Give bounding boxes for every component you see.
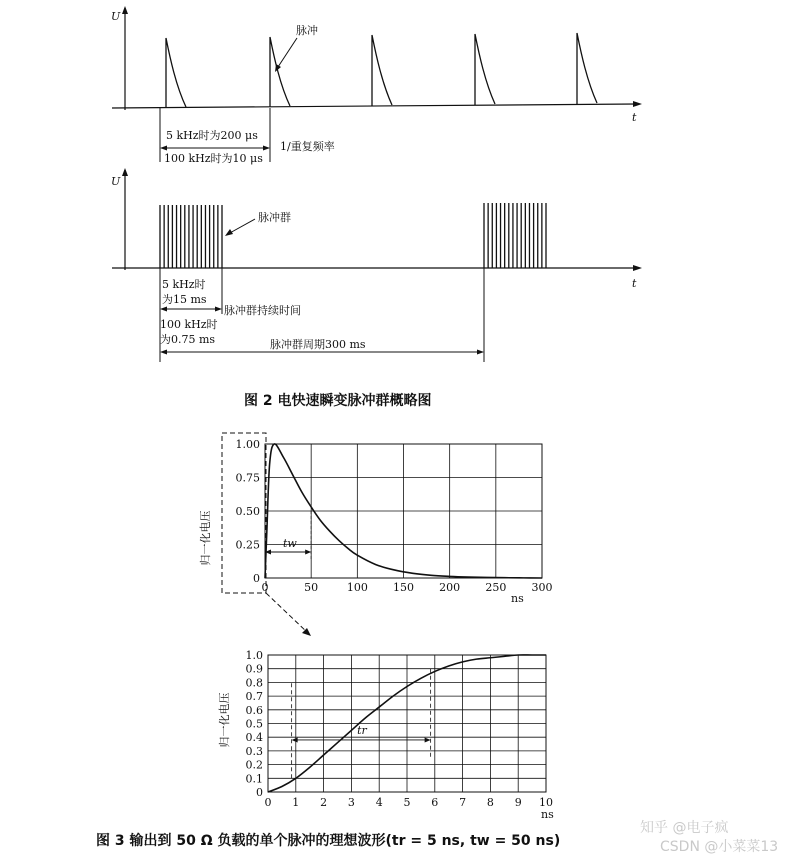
watermark-zhihu: 知乎 @电子疯 bbox=[640, 820, 729, 836]
tw-label: tw bbox=[283, 537, 297, 550]
tr-label: tr bbox=[357, 723, 367, 737]
y-tick-label: 0.8 bbox=[245, 676, 263, 690]
pulse-train-diagram bbox=[111, 6, 642, 165]
x-tick-label: 1 bbox=[292, 796, 300, 809]
pulse-waveform-chart bbox=[198, 433, 553, 636]
bottom-x-axis-label: t bbox=[632, 277, 637, 290]
burst-label: 脉冲群 bbox=[258, 211, 291, 224]
y-tick-label: 0 bbox=[256, 786, 263, 799]
burst-duration-arrow-right bbox=[215, 307, 222, 312]
rise-time-chart bbox=[217, 649, 554, 821]
burst-label-leader bbox=[228, 219, 255, 234]
y-tick-label: 0 bbox=[253, 572, 260, 585]
tr-arrow-right bbox=[425, 737, 431, 742]
top-x-axis bbox=[112, 104, 636, 108]
x-tick-label: 150 bbox=[393, 581, 414, 594]
y-tick-label: 1.0 bbox=[245, 649, 263, 662]
burst-period-text: 脉冲群周期300 ms bbox=[270, 338, 366, 351]
top-y-arrow bbox=[122, 6, 128, 14]
period-100khz-text: 100 kHz时为10 μs bbox=[164, 152, 263, 165]
y-tick-label: 0.4 bbox=[245, 731, 263, 745]
y-tick-label: 0.9 bbox=[245, 662, 263, 676]
y-tick-label: 0.5 bbox=[245, 717, 263, 731]
x-tick-label: 6 bbox=[431, 796, 439, 809]
burst-period-arrow-left bbox=[160, 350, 167, 355]
tr-arrow-left bbox=[292, 737, 298, 742]
period-5khz-text: 5 kHz时为200 μs bbox=[166, 129, 258, 142]
x-tick-label: 200 bbox=[439, 581, 461, 594]
bottom-y-axis-label: U bbox=[111, 175, 121, 188]
x-tick-label: 0 bbox=[264, 796, 272, 809]
x-tick-label: 7 bbox=[459, 796, 467, 809]
burst-diagram bbox=[111, 168, 642, 362]
zoom-leader bbox=[266, 593, 308, 633]
pulse-2 bbox=[270, 37, 290, 107]
x-tick-label: 3 bbox=[347, 796, 355, 809]
chart1-ylabel: 归一化电压 bbox=[199, 510, 212, 566]
x-tick-label: 10 bbox=[539, 796, 553, 809]
dur-5khz-a: 5 kHz时 bbox=[162, 278, 206, 291]
top-x-axis-label: t bbox=[632, 111, 637, 124]
repeat-freq-text: 1/重复频率 bbox=[280, 140, 335, 153]
dur-100khz-b: 为0.75 ms bbox=[160, 333, 216, 346]
y-tick-label: 0.3 bbox=[245, 744, 263, 758]
x-tick-label: 5 bbox=[403, 796, 411, 809]
pulse-5 bbox=[577, 33, 597, 104]
burst-2 bbox=[484, 203, 546, 268]
period-arrow-left bbox=[160, 146, 167, 151]
x-tick-label: 2 bbox=[320, 796, 328, 809]
burst-1 bbox=[160, 205, 222, 268]
y-tick-label: 0.6 bbox=[245, 703, 263, 717]
x-tick-label: 0 bbox=[261, 581, 269, 594]
y-tick-label: 0.50 bbox=[235, 505, 260, 518]
chart2-xlabel: ns bbox=[541, 808, 554, 821]
burst-duration-arrow-left bbox=[160, 307, 167, 312]
bottom-x-arrow bbox=[633, 265, 642, 271]
x-tick-label: 300 bbox=[531, 581, 553, 594]
x-tick-label: 9 bbox=[514, 796, 522, 809]
x-tick-label: 100 bbox=[346, 581, 368, 594]
x-tick-label: 250 bbox=[485, 581, 507, 594]
pulse-4 bbox=[475, 34, 495, 105]
burst-duration-text: 脉冲群持续时间 bbox=[224, 304, 301, 317]
watermark-csdn: CSDN @小菜菜13 bbox=[660, 839, 779, 855]
y-tick-label: 0.2 bbox=[245, 758, 263, 772]
chart2-ylabel: 归一化电压 bbox=[218, 692, 231, 748]
dur-5khz-b: 为15 ms bbox=[162, 293, 207, 306]
figure2-caption: 图 2 电快速瞬变脉冲群概略图 bbox=[244, 393, 432, 409]
top-x-arrow bbox=[633, 101, 642, 107]
burst-period-arrow-right bbox=[477, 350, 484, 355]
burst-label-arrow bbox=[225, 229, 233, 236]
y-tick-label: 0.25 bbox=[235, 538, 260, 552]
figure3-caption: 图 3 输出到 50 Ω 负载的单个脉冲的理想波形(tr = 5 ns, tw = 50 ns) bbox=[96, 833, 561, 849]
x-tick-label: 4 bbox=[375, 796, 383, 809]
bottom-y-arrow bbox=[122, 168, 128, 176]
pulse-label-leader bbox=[276, 38, 297, 70]
x-tick-label: 50 bbox=[304, 581, 319, 594]
y-tick-label: 0.7 bbox=[245, 690, 263, 704]
y-tick-label: 0.75 bbox=[235, 471, 260, 485]
pulse-1 bbox=[166, 38, 186, 108]
pulse-label: 脉冲 bbox=[296, 24, 318, 37]
top-y-axis-label: U bbox=[111, 10, 121, 23]
y-tick-label: 1.00 bbox=[235, 438, 260, 451]
y-tick-label: 0.1 bbox=[245, 772, 263, 786]
tw-arrow-right bbox=[305, 550, 311, 555]
dur-100khz-a: 100 kHz时 bbox=[160, 318, 218, 331]
period-arrow-right bbox=[263, 146, 270, 151]
x-tick-label: 8 bbox=[486, 796, 494, 809]
chart1-xlabel: ns bbox=[511, 592, 524, 605]
pulse-3 bbox=[372, 35, 392, 106]
